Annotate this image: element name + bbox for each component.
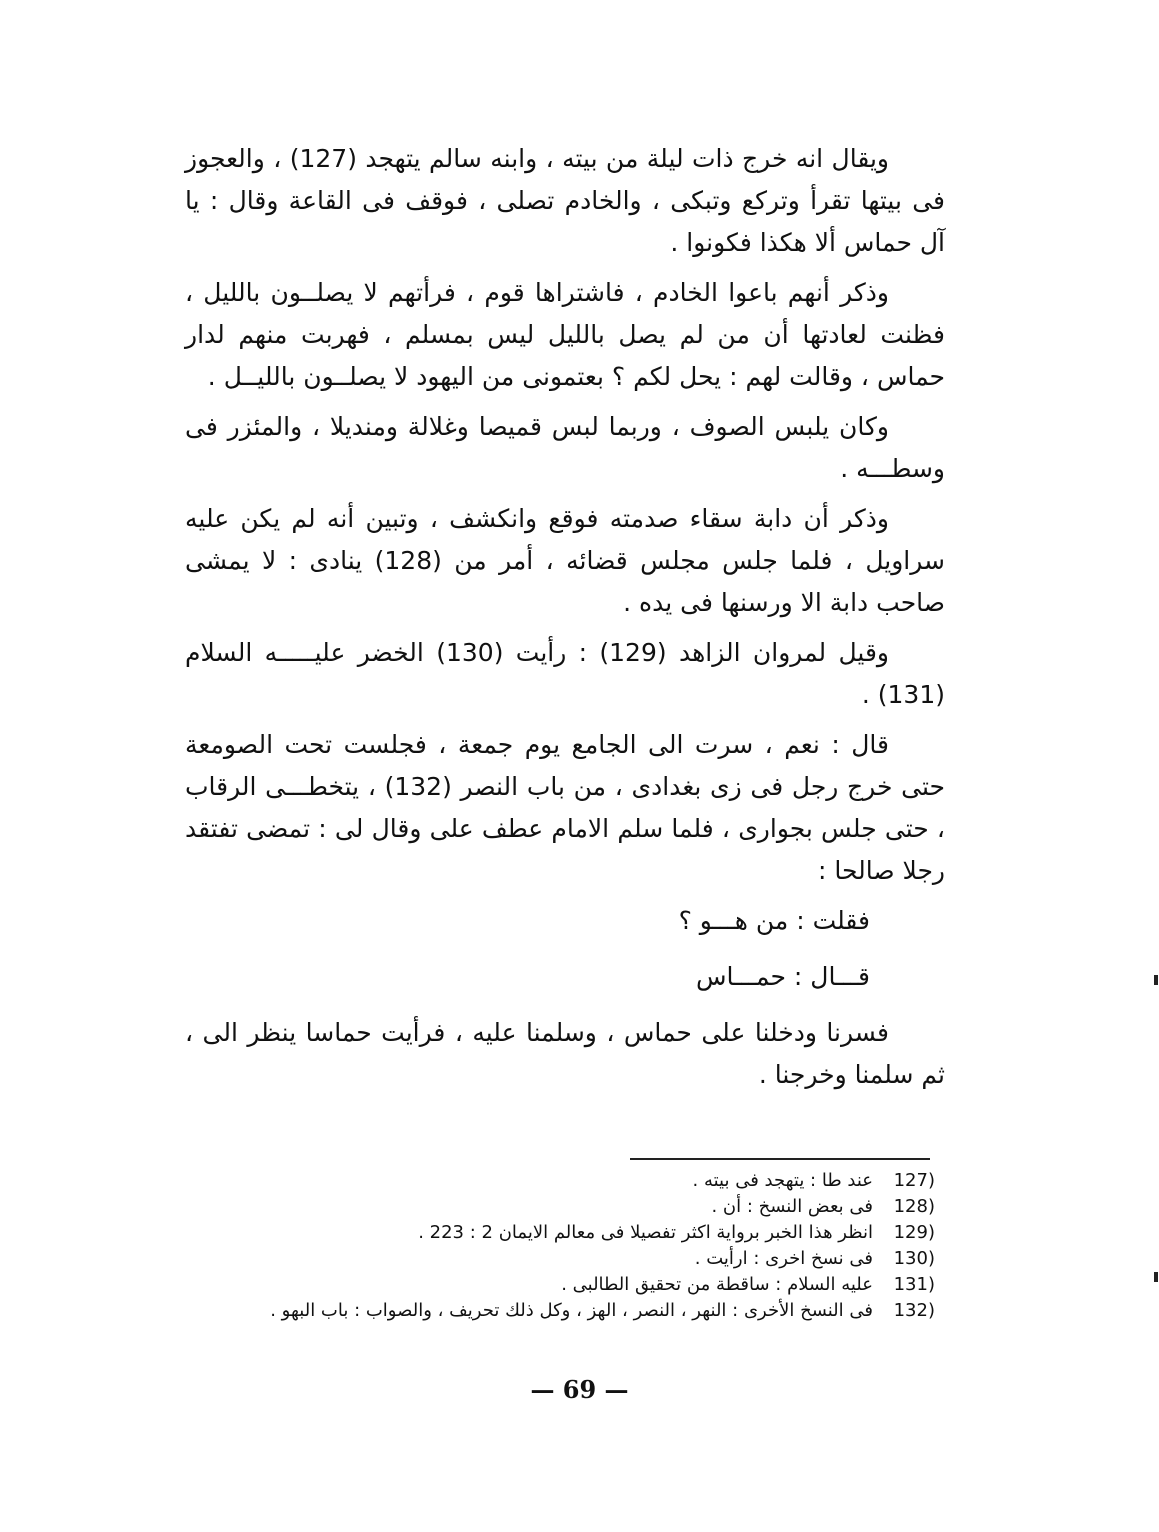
main-text — [185, 138, 945, 1104]
footnote-127 — [190, 1168, 935, 1194]
footnote-divider — [630, 1158, 930, 1160]
footnote-number: 127) — [893, 1170, 935, 1191]
footnote-130 — [190, 1246, 935, 1272]
paragraph-wool-clothing: وكان يلبس الصوف ، وربما لبس قميصا وغلالة ومنديلا ، والمئزر فى وسطـــه . — [185, 412, 945, 483]
margin-mark — [1154, 1272, 1158, 1282]
footnote-text: فى نسخ اخرى : ارأيت . — [694, 1248, 873, 1269]
footnote-128 — [190, 1194, 935, 1220]
footnote-text: عند طا : يتهجد فى بيته . — [692, 1170, 873, 1191]
paragraph-who-is-he: فقلت : من هـــو ؟ — [678, 906, 870, 935]
footnote-129 — [190, 1220, 935, 1246]
footnote-number: 131) — [893, 1274, 935, 1295]
footnote-text: فى النسخ الأخرى : النهر ، النصر ، الهز ، وكل ذلك تحريف ، والصواب : باب البهو . — [270, 1300, 873, 1321]
footnote-number: 132) — [893, 1300, 935, 1321]
footnote-text: انظر هذا الخبر برواية اكثر تفصيلا فى معالم الايمان 2 : 223 . — [418, 1222, 873, 1243]
footnote-text: عليه السلام : ساقطة من تحقيق الطالبى . — [561, 1274, 873, 1295]
footnote-number: 130) — [893, 1248, 935, 1269]
footnotes — [190, 1168, 935, 1324]
paragraph-servant-sold: وذكر أنهم باعوا الخادم ، فاشتراها قوم ، فرأتهم لا يصلــون بالليل ، فظنت لعادتها أن من لم يصل بالليل ليس بمسلم ، فهربت منهم لدار حماس ، وقالت لهم : يحل لكم ؟ بعتمونى من اليهود لا يصلــون بالليــل . — [185, 278, 945, 391]
footnote-132 — [190, 1298, 935, 1324]
footnote-number: 129) — [893, 1222, 935, 1243]
paragraph-marwan-question: وقيل لمروان الزاهد (129) : رأيت (130) الخضر عليـــــه السلام (131) . — [185, 638, 945, 709]
footnote-text: فى بعض النسخ : أن . — [711, 1196, 873, 1217]
footnote-number: 128) — [893, 1196, 935, 1217]
paragraph-he-said-hammas: قـــال : حمـــاس — [695, 962, 870, 991]
paragraph-visit-hammas: فسرنا ودخلنا على حماس ، وسلمنا عليه ، فرأيت حماسا ينظر الى ، ثم سلمنا وخرجنا . — [185, 1018, 945, 1089]
page-number: — 69 — — [530, 1375, 629, 1404]
paragraph-salem-tahajjud: ويقال انه خرج ذات ليلة من بيته ، وابنه سالم يتهجد (127) ، والعجوز فى بيتها تقرأ وتركع وتبكى ، والخادم تصلى ، فوقف فى القاعة وقال : يا آل حماس ألا هكذا فكونوا . — [185, 144, 945, 257]
paragraph-marwan-answer: قال : نعم ، سرت الى الجامع يوم جمعة ، فجلست تحت الصومعة حتى خرج رجل فى زى بغدادى ، من باب النصر (132) ، يتخطـــى الرقاب ، حتى جلس بجوارى ، فلما سلم الامام عطف على وقال لى : تمضى تفتقد رجلا صالحا : — [185, 730, 945, 885]
paragraph-water-carrier-animal: وذكر أن دابة سقاء صدمته فوقع وانكشف ، وتبين أنه لم يكن عليه سراويل ، فلما جلس مجلس قضائه ، أمر من (128) ينادى : لا يمشى صاحب دابة الا ورسنها فى يده . — [185, 504, 945, 617]
margin-mark — [1154, 975, 1158, 985]
footnote-131 — [190, 1272, 935, 1298]
